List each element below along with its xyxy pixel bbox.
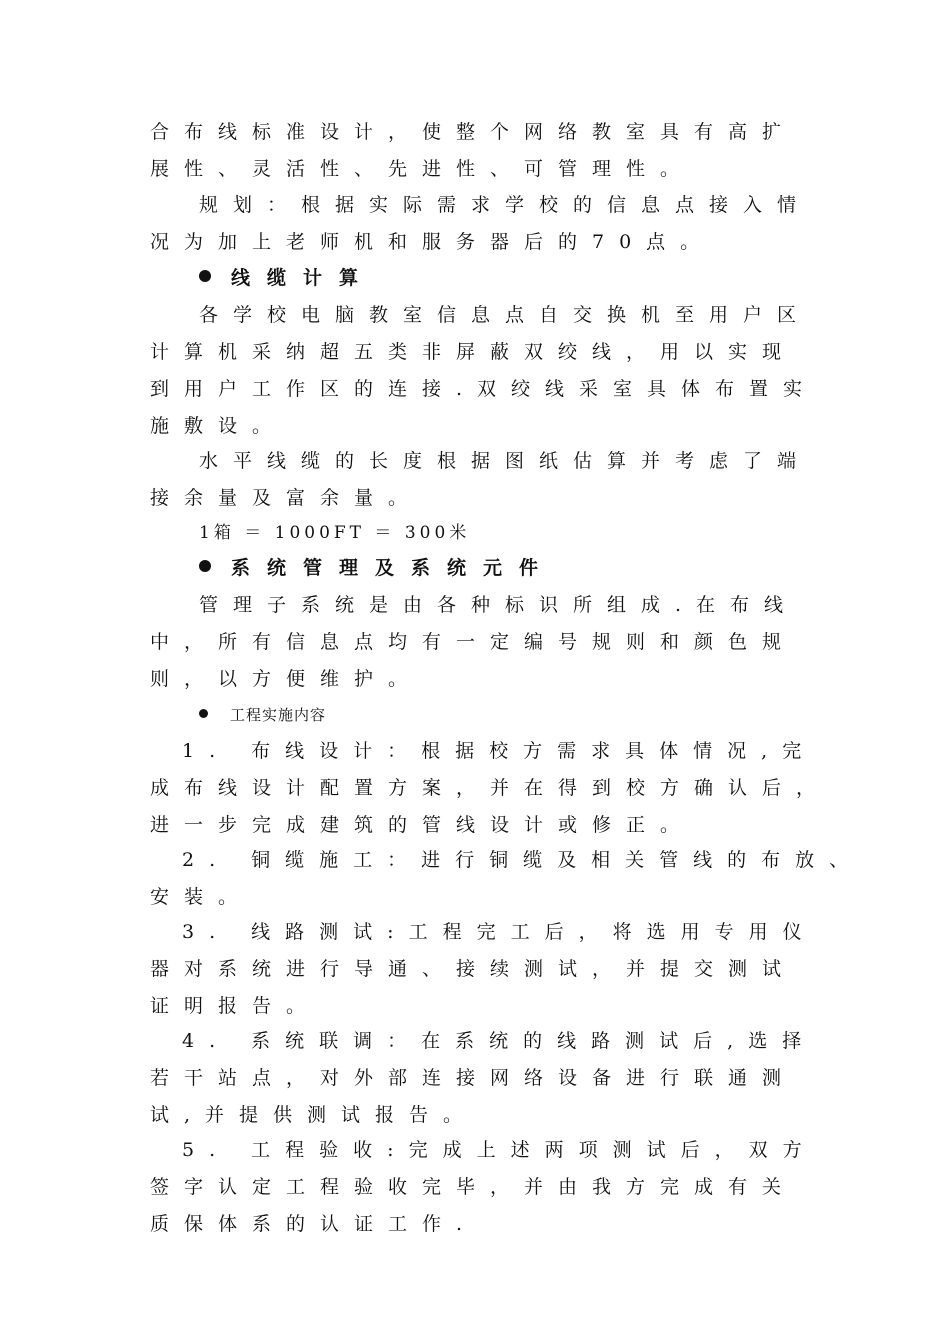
section-heading-cable-calculation bbox=[199, 266, 375, 290]
paragraph-line: 计算机采纳超五类非屏蔽双绞线，用以实现 bbox=[150, 341, 797, 363]
paragraph-line: 施敷设。 bbox=[150, 415, 287, 437]
list-item-line: 5. 工程验收:完成上述两项测试后，双方 bbox=[182, 1139, 817, 1161]
bullet-icon bbox=[199, 270, 211, 282]
paragraph-line: 证明报告。 bbox=[150, 995, 321, 1017]
paragraph-line: 试,并提供测试报告。 bbox=[150, 1104, 478, 1126]
section-heading-implementation bbox=[199, 702, 326, 727]
list-item-line: 4. 系统联调：在系统的线路测试后,选择 bbox=[182, 1030, 817, 1052]
paragraph-line: 签字认定工程验收完毕，并由我方完成有关 bbox=[150, 1176, 797, 1198]
unit-conversion-line: 1箱 ＝ 1000FT ＝ 300米 bbox=[199, 523, 471, 543]
heading-text: 工程实施内容 bbox=[230, 706, 327, 724]
heading-text: 系统管理及系统元件 bbox=[231, 557, 556, 579]
paragraph-line: 水平线缆的长度根据图纸估算并考虑了端 bbox=[199, 450, 812, 472]
list-item-line: 1. 布线设计：根据校方需求具体情况,完 bbox=[182, 740, 817, 762]
list-item-line: 3. 线路测试:工程完工后，将选用专用仪 bbox=[182, 921, 817, 943]
paragraph-line: 中，所有信息点均有一定编号规则和颜色规 bbox=[150, 631, 797, 653]
paragraph-line: 进一步完成建筑的管线设计或修正。 bbox=[150, 814, 695, 836]
paragraph-line: 安装。 bbox=[150, 886, 253, 908]
paragraph-line: 规划：根据实际需求学校的信息点接入情 bbox=[199, 194, 812, 216]
paragraph-line: 到用户工作区的连接.双绞线采室具体布置实 bbox=[150, 378, 818, 400]
paragraph-line: 若干站点，对外部连接网络设备进行联通测 bbox=[150, 1067, 797, 1089]
paragraph-line: 质保体系的认证工作. bbox=[150, 1213, 478, 1235]
bullet-icon bbox=[199, 709, 208, 718]
paragraph-line: 管理子系统是由各种标识所组成.在布线 bbox=[199, 594, 799, 616]
paragraph-line: 合布线标准设计，使整个网络教室具有高扩 bbox=[150, 121, 797, 143]
paragraph-line: 器对系统进行导通、接续测试，并提交测试 bbox=[150, 958, 797, 980]
paragraph-line: 各学校电脑教室信息点自交换机至用户区 bbox=[199, 304, 812, 326]
paragraph-line: 接余量及富余量。 bbox=[150, 487, 423, 509]
paragraph-line: 展性、灵活性、先进性、可管理性。 bbox=[150, 158, 695, 180]
paragraph-line: 则，以方便维护。 bbox=[150, 668, 423, 690]
list-item-line: 2. 铜缆施工：进行铜缆及相关管线的布放、 bbox=[182, 849, 864, 871]
heading-text: 线缆计算 bbox=[231, 267, 376, 289]
paragraph-line: 况为加上老师机和服务器后的70点。 bbox=[150, 231, 715, 253]
bullet-icon bbox=[199, 560, 211, 572]
paragraph-line: 成布线设计配置方案，并在得到校方确认后， bbox=[150, 777, 831, 799]
section-heading-system-management bbox=[199, 556, 555, 580]
